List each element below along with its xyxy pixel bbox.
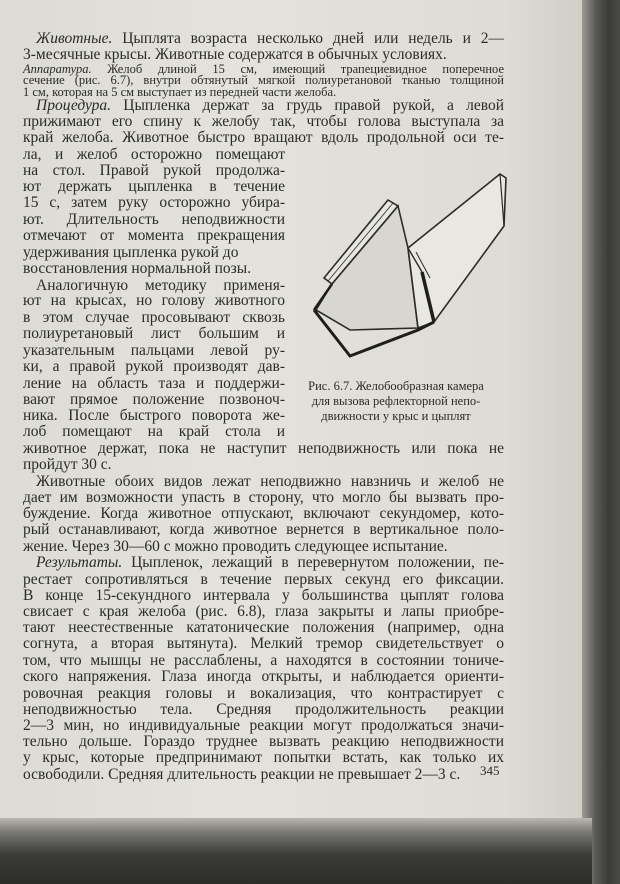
line-text: полиуретановый лист большим и: [23, 325, 285, 342]
trough-chamber-figure: [300, 160, 514, 372]
line-text: 2—3 мин, но индивидуальные реакции могут продолжаться значи-: [23, 717, 504, 734]
line-text: Цыпленка держат за грудь правой рукой, а левой: [111, 97, 504, 114]
line-text: удерживания цыпленка рукой до: [23, 244, 239, 261]
line-text: 15 с, затем руку осторожно убира-: [23, 194, 285, 211]
text-line: [23, 765, 460, 785]
line-text: вают прямое положение позвоноч-: [23, 391, 285, 408]
line-text: сечение (рис. 6.7), внутри обтянутый мягкой полиуретановой тканью толщиной: [23, 73, 504, 87]
section-heading: Результаты.: [36, 554, 123, 571]
line-text: Аналогичную методику применя-: [36, 277, 285, 294]
line-text: в этом случае просовывают сквозь: [23, 309, 285, 326]
figure-caption-line: для вызова рефлекторной непо-: [311, 394, 481, 408]
line-text: восстановления нормальной позы.: [23, 260, 252, 277]
line-text: у крыс, которые предпринимают попытки встать, как только их: [23, 749, 504, 766]
line-text: прижимают его спину к желобу так, чтобы голова выступала за: [23, 113, 504, 130]
section-heading: Животные.: [36, 30, 113, 47]
line-text: Желоб длиной 15 см, имеющий трапециевидное поперечное: [91, 62, 504, 76]
line-text: 3-месячные крысы. Животные содержатся в обычных условиях.: [23, 46, 447, 63]
line-text: край желоба. Животное быстро вращают вдоль продольной оси те-: [23, 129, 504, 146]
trough-right-wall: [408, 174, 506, 328]
page-bottom-shadow: [0, 818, 592, 884]
line-text: ют держать цыпленка в течение: [23, 178, 285, 195]
line-text: освободили. Средняя длительность реакции не превышает 2—3 с.: [23, 766, 461, 783]
line-text: 1 см, которая на 5 см выступает из передней части желоба.: [23, 85, 337, 99]
line-text: ют на крысах, но голову животного: [23, 292, 285, 309]
line-text: отмечают от момента прекращения: [23, 227, 285, 244]
line-text: ского напряжения. Глаза иногда открыты, и наблюдается ориенти-: [23, 668, 504, 685]
line-text: на стол. Правой рукой продолжа-: [23, 162, 285, 179]
line-text: ровочная реакция головы и вокализация, что контрастирует с: [23, 685, 504, 702]
line-text: дает им возможности упасть в сторону, что могло бы вызвать про-: [23, 489, 504, 506]
line-text: В конце 15-секундного интервала у большинства цыплят голова: [23, 587, 504, 604]
line-text: ла, и желоб осторожно помещают: [23, 146, 285, 163]
line-text: пройдут 30 с.: [23, 456, 112, 473]
figure-caption-line: Рис. 6.7. Желобообразная камера: [308, 379, 484, 393]
line-text: животное держат, пока не наступит неподвижность или пока не: [23, 440, 504, 457]
line-text: буждение. Когда животное отпускают, включают секундомер, кото-: [23, 505, 504, 522]
line-text: рестает сопротивляться в течение первых секунд его фиксации.: [23, 571, 504, 588]
line-text: тают неестественные кататонические положения (например, одна: [23, 619, 504, 636]
page-number: 345: [480, 763, 500, 778]
line-text: Животные обоих видов лежат неподвижно навзничь и желоб не: [36, 473, 504, 490]
line-text: ление на область таза и поддержи-: [23, 375, 285, 392]
line-text: неподвижностью тела. Средняя продолжительность реакции: [23, 701, 504, 718]
line-text: ют. Длительность неподвижности: [23, 211, 285, 228]
line-text: Цыплята возраста несколько дней или недель и 2—: [112, 30, 504, 47]
line-text: указательным пальцами левой ру-: [23, 342, 285, 359]
line-text: Цыпленок, лежащий в перевернутом положении, пе-: [122, 554, 504, 571]
line-text: лоб помещают на край стола и: [23, 423, 285, 440]
section-heading: Аппаратура.: [23, 62, 92, 76]
line-text: свисает с края желоба (рис. 6.8), глаза закрыты и лапы приобре-: [23, 603, 504, 620]
line-text: согнута, а вторая вытянута). Мелкий тремор свидетельствует о: [23, 635, 504, 652]
line-text: рый останавливают, когда животное вернется в вертикальное поло-: [23, 521, 504, 538]
section-heading: Процедура.: [36, 97, 112, 114]
line-text: тельно дольше. Гораздо труднее вызвать реакцию неподвижности: [23, 733, 504, 750]
line-text: жение. Через 30—60 с можно проводить следующее испытание.: [23, 538, 448, 555]
book-spine: [582, 0, 620, 884]
figure-caption-line: движности у крыс и цыплят: [321, 409, 471, 423]
line-text: ника. После быстрого поворота же-: [23, 407, 285, 424]
line-text: том, что мышцы не расслаблены, а находятся в состоянии тониче-: [23, 652, 504, 669]
line-text: ки, а правой рукой производят дав-: [23, 358, 285, 375]
